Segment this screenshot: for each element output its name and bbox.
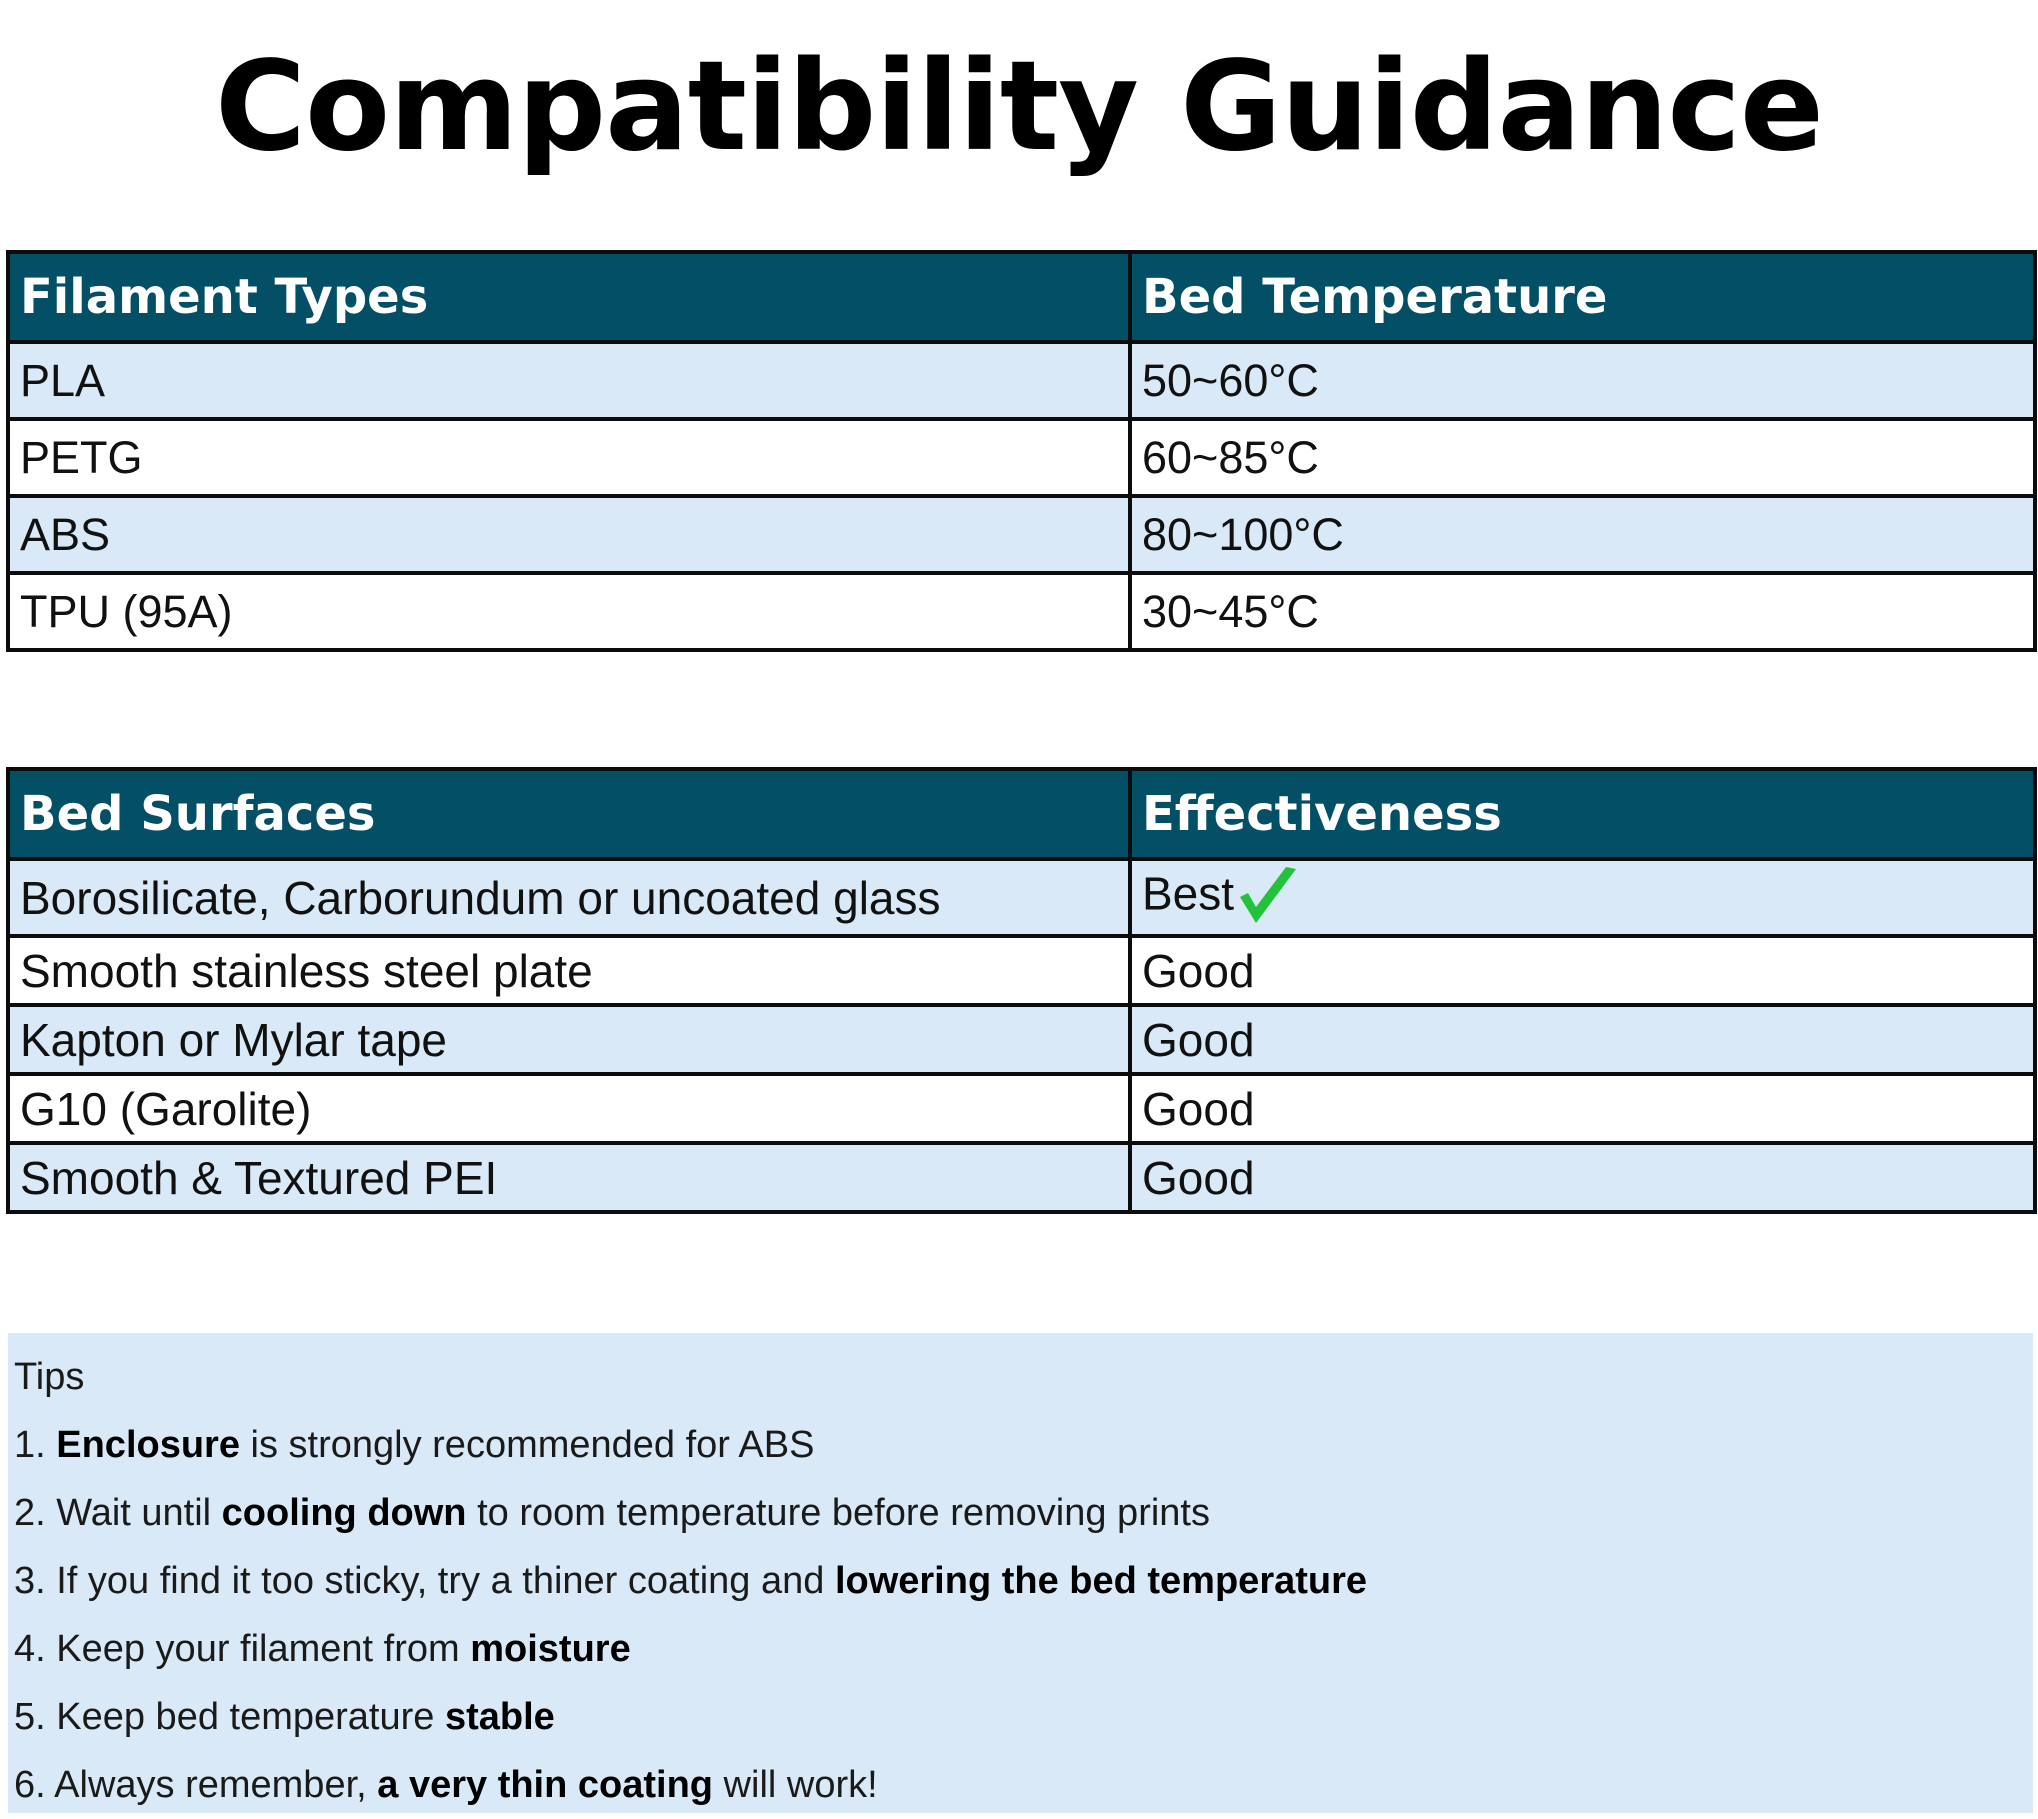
tip-text: is strongly recommended for ABS [239, 1424, 815, 1466]
bed-temperature: 80~100°C [1130, 496, 2035, 573]
effectiveness-cell [1130, 859, 2035, 936]
table-row [8, 1074, 2035, 1143]
column-header-bed-surfaces: Bed Surfaces [8, 769, 1130, 859]
column-header-effectiveness: Effectiveness [1130, 769, 2035, 859]
tip-text: 4. Keep your filament from [14, 1628, 471, 1670]
tip-text: to room temperature before removing prints [466, 1492, 1210, 1534]
bed-temperature: 50~60°C [1130, 342, 2035, 419]
checkmark-icon [1236, 863, 1300, 936]
column-header-bed-temperature: Bed Temperature [1130, 252, 2035, 342]
effectiveness-value: Good [1130, 1143, 2035, 1212]
tip-emphasis: a very thin coating [377, 1764, 713, 1806]
tip-emphasis: stable [444, 1696, 555, 1738]
tip-text: 1. [14, 1424, 57, 1466]
table-row [8, 936, 2035, 1005]
table-row [8, 1005, 2035, 1074]
filament-name: PETG [8, 419, 1130, 496]
tip-item [14, 1683, 2033, 1751]
tip-item [14, 1615, 2033, 1683]
tip-text: will work! [713, 1764, 878, 1806]
table-row [8, 496, 2035, 573]
effectiveness-value: Best [1142, 867, 1235, 920]
surface-name: Smooth stainless steel plate [8, 936, 1130, 1005]
table-row [8, 1143, 2035, 1212]
page-title: Compatibility Guidance [214, 35, 1824, 179]
table-row [8, 419, 2035, 496]
surface-name: Borosilicate, Carborundum or uncoated glass [8, 859, 1130, 936]
effectiveness-value: Good [1130, 1005, 2035, 1074]
tip-item [14, 1479, 2033, 1547]
surface-name: Kapton or Mylar tape [8, 1005, 1130, 1074]
tip-item [14, 1751, 2033, 1819]
bed-temperature: 60~85°C [1130, 419, 2035, 496]
tip-item [14, 1411, 2033, 1479]
tip-text: 6. Always remember, [14, 1764, 378, 1806]
tip-item [14, 1547, 2033, 1615]
table-row [8, 342, 2035, 419]
column-header-filament-types: Filament Types [8, 252, 1130, 342]
tip-emphasis: Enclosure [56, 1424, 240, 1466]
surface-name: G10 (Garolite) [8, 1074, 1130, 1143]
tips-panel [8, 1333, 2033, 1813]
tip-text: 3. If you find it too sticky, try a thiner coating and [14, 1560, 835, 1602]
surface-name: Smooth & Textured PEI [8, 1143, 1130, 1212]
filament-name: PLA [8, 342, 1130, 419]
tip-emphasis: cooling down [221, 1492, 467, 1534]
effectiveness-value: Good [1130, 1074, 2035, 1143]
filament-temperature-table [6, 250, 2037, 652]
table-header-row [8, 252, 2035, 342]
bed-surface-table [6, 767, 2037, 1214]
table-header-row [8, 769, 2035, 859]
table-row [8, 573, 2035, 650]
tip-text: 5. Keep bed temperature [14, 1696, 445, 1738]
bed-temperature: 30~45°C [1130, 573, 2035, 650]
filament-name: ABS [8, 496, 1130, 573]
tip-text: 2. Wait until [14, 1492, 222, 1534]
tip-emphasis: lowering the bed temperature [834, 1560, 1368, 1602]
table-row [8, 859, 2035, 936]
tip-emphasis: moisture [470, 1628, 631, 1670]
effectiveness-value: Good [1130, 936, 2035, 1005]
tips-heading: Tips [14, 1356, 85, 1398]
filament-name: TPU (95A) [8, 573, 1130, 650]
